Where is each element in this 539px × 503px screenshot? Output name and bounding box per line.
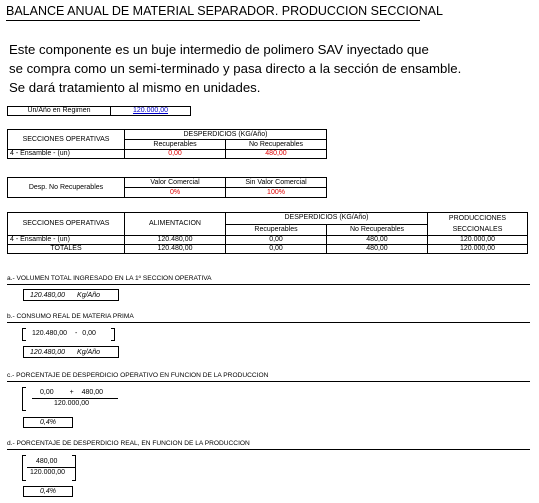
main-col-section: SECCIONES OPERATIVAS (8, 213, 125, 236)
section-d-heading: d.- PORCENTAJE DE DESPERDICIO REAL, EN FUNCION DE LA PRODUCCION (7, 440, 250, 447)
section-b-value: 120.480,00 (30, 348, 66, 356)
section-d-rule (7, 449, 530, 450)
waste-col-section: SECCIONES OPERATIVAS (8, 130, 125, 150)
row-recov: 0,00 (226, 245, 327, 254)
section-b-unit: Kg/Año (77, 348, 101, 356)
title-underline (6, 20, 420, 21)
section-b-bracket-left (22, 328, 26, 341)
row-feed: 120.480,00 (125, 245, 226, 254)
waste-col-nonrecov: No Recuperables (226, 140, 327, 150)
section-c-num-a: 0,00 (40, 389, 54, 396)
section-b-heading: b.- CONSUMO REAL DE MATERIA PRIMA (7, 313, 134, 320)
section-a-unit: Kg/Año (77, 291, 101, 299)
desp-col-no-commercial: Sin Valor Comercial (226, 178, 327, 188)
row-nonrecov: 480,00 (327, 245, 428, 254)
section-c-numerator (40, 389, 103, 396)
units-regime-table (7, 106, 191, 116)
section-c-value: 0,4% (40, 419, 56, 426)
row-nonrecov: 480,00 (327, 236, 428, 245)
section-c-rule (7, 381, 530, 382)
row-prod: 120.000,00 (428, 236, 528, 245)
section-b-bracket-right (111, 328, 115, 341)
section-a-result (23, 289, 119, 301)
units-regime-value[interactable]: 120.000,00 (111, 107, 191, 116)
intro-paragraph (9, 40, 534, 97)
units-regime-label: Un/Año en Regimen (8, 107, 111, 116)
table-row-totals (8, 245, 528, 254)
main-col-prod-line2: SECCIONALES (452, 226, 503, 233)
main-col-feed: ALIMENTACION (125, 213, 226, 236)
desp-val-commercial: 0% (125, 188, 226, 198)
intro-line: Este componente es un buje intermedio de polimero SAV inyectado que (9, 42, 429, 57)
section-c-result (23, 417, 73, 428)
section-c-fraction-line (32, 398, 118, 399)
intro-line: Se dará tratamiento al mismo en unidades. (9, 80, 261, 95)
section-d-bracket-right (72, 455, 76, 481)
section-d-bracket-left (22, 455, 26, 481)
desp-table (7, 177, 327, 198)
section-d-den: 120.000,00 (30, 469, 66, 476)
main-table (7, 212, 528, 254)
waste-row-recov: 0,00 (125, 150, 226, 159)
main-col-nonrecov: No Recuperables (327, 224, 428, 236)
waste-col-header: DESPERDICIOS (KG/Año) (125, 130, 327, 140)
waste-col-recov: Recuperables (125, 140, 226, 150)
section-b-result (23, 346, 119, 358)
section-b-op: - (75, 330, 78, 337)
section-a-value: 120.480,00 (30, 291, 66, 299)
page-title: BALANCE ANUAL DE MATERIAL SEPARADOR. PRODUCCION SECCIONAL (6, 4, 443, 18)
row-recov: 0,00 (226, 236, 327, 245)
main-col-prod-line1: PRODUCCIONES (448, 215, 507, 222)
row-section: 4 - Ensamble - (un) (8, 236, 125, 245)
desp-label: Desp. No Recuperables (8, 178, 125, 198)
section-b-b: 0,00 (82, 330, 96, 337)
section-b-rule (7, 322, 530, 323)
intro-line: se compra como un semi-terminado y pasa directo a la sección de ensamble. (9, 61, 462, 76)
section-d-num: 480,00 (36, 458, 58, 465)
section-b-a: 120.480,00 (32, 330, 68, 337)
main-col-prod (428, 213, 528, 236)
row-prod: 120.000,00 (428, 245, 528, 254)
main-col-recov: Recuperables (226, 224, 327, 236)
row-feed: 120.480,00 (125, 236, 226, 245)
section-c-den: 120.000,00 (54, 400, 90, 407)
section-d-result (23, 486, 73, 497)
desp-col-commercial: Valor Comercial (125, 178, 226, 188)
waste-row-label: 4 - Ensamble - (un) (8, 150, 125, 159)
desp-val-no-commercial: 100% (226, 188, 327, 198)
waste-row-nonrecov: 480,00 (226, 150, 327, 159)
row-section: TOTALES (8, 245, 125, 254)
waste-table (7, 129, 327, 159)
section-d-fraction-line (27, 467, 75, 468)
section-a-heading: a.- VOLUMEN TOTAL INGRESADO EN LA 1º SECCION OPERATIVA (7, 275, 212, 282)
section-d-value: 0,4% (40, 488, 56, 495)
section-c-op: + (69, 389, 74, 396)
main-col-waste: DESPERDICIOS (KG/Año) (226, 213, 428, 225)
section-c-heading: c.- PORCENTAJE DE DESPERDICIO OPERATIVO EN FUNCION DE LA PRODUCCION (7, 372, 269, 379)
section-c-bracket-left (22, 387, 26, 411)
section-a-rule (7, 284, 530, 285)
table-row (8, 236, 528, 245)
section-b-expression (32, 330, 96, 337)
section-c-num-b: 480,00 (81, 389, 104, 396)
